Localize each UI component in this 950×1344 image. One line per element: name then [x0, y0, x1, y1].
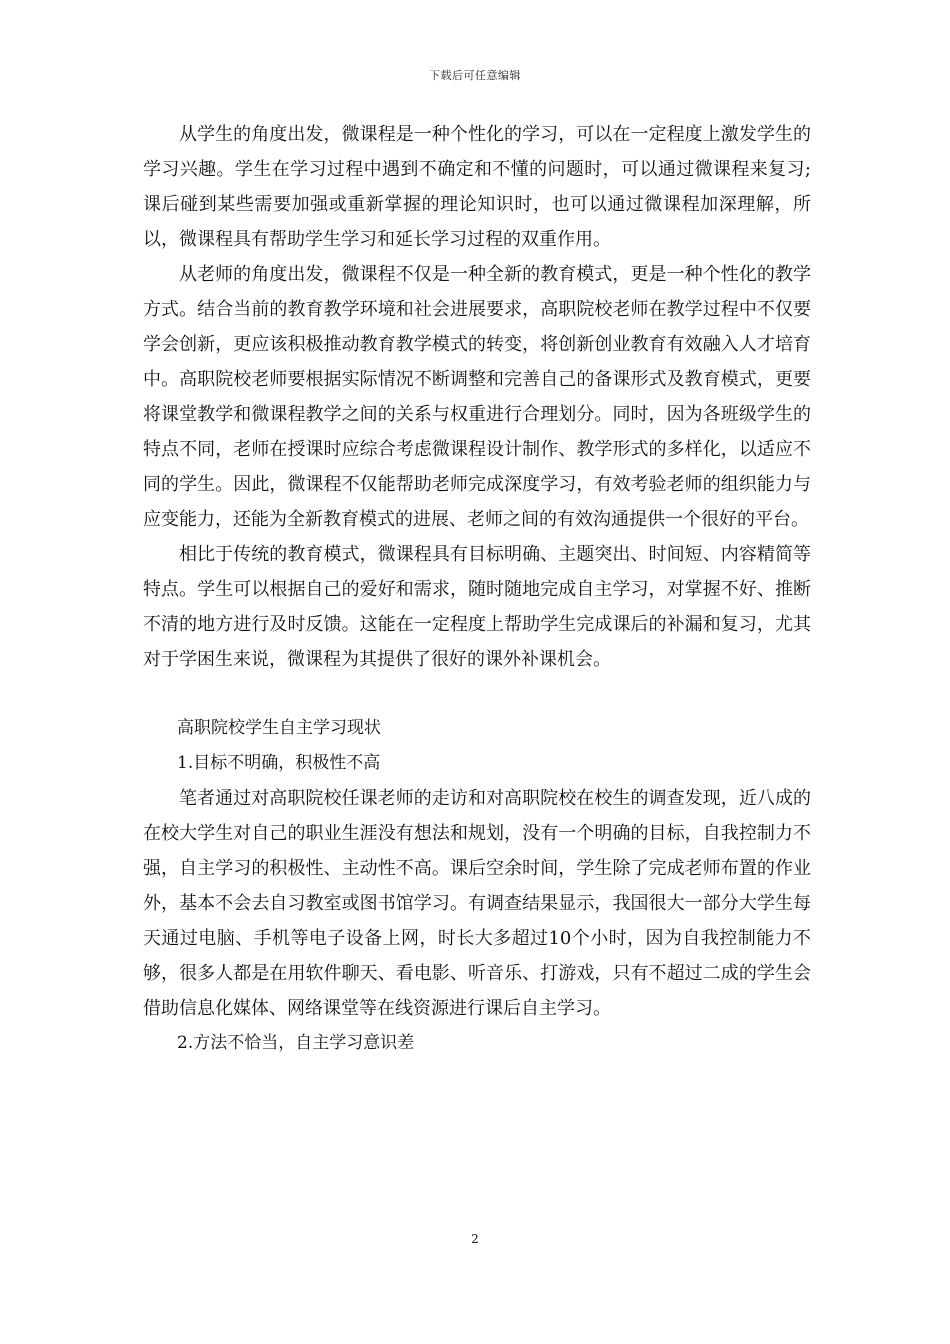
document-body — [143, 117, 811, 1061]
section-gap — [143, 677, 811, 711]
page-header: 下载后可任意编辑 — [429, 69, 521, 82]
section-title: 高职院校学生自主学习现状 — [177, 718, 381, 738]
paragraph-student-perspective: 从学生的角度出发，微课程是一种个性化的学习，可以在一定程度上激发学生的学习兴趣。学生在学习过程中遇到不确定和不懂的问题时，可以通过微课程来复习;课后碰到某些需要加强或重新掌握的理论知识时，也可以通过微课程加深理解，所以，微课程具有帮助学生学习和延长学习过程的双重作用。 — [143, 124, 811, 250]
paragraph-teacher-perspective: 从老师的角度出发，微课程不仅是一种全新的教育模式，更是一种个性化的教学方式。结合当前的教育教学环境和社会进展要求，高职院校老师在教学过程中不仅要学会创新，更应该积极推动教育教学模式的转变，将创新创业教育有效融入人才培育中。高职院校老师要根据实际情况不断调整和完善自己的备课形式及教育模式，更要将课堂教学和微课程教学之间的关系与权重进行合理划分。同时，因为各班级学生的特点不同，老师在授课时应综合考虑微课程设计制作、教学形式的多样化，以适应不同的学生。因此，微课程不仅能帮助老师完成深度学习，有效考验老师的组织能力与应变能力，还能为全新教育模式的进展、老师之间的有效沟通提供一个很好的平台。 — [143, 264, 811, 530]
page-number: 2 — [471, 1232, 479, 1246]
paragraph-survey-findings: 笔者通过对高职院校任课老师的走访和对高职院校在校生的调查发现，近八成的在校大学生对自己的职业生涯没有想法和规划，没有一个明确的目标，自我控制力不强，自主学习的积极性、主动性不高。课后空余时间，学生除了完成老师布置的作业外，基本不会去自习教室或图书馆学习。有调查结果显示，我国很大一部分大学生每天通过电脑、手机等电子设备上网，时长大多超过10个小时，因为自我控制能力不够，很多人都是在用软件聊天、看电影、听音乐、打游戏，只有不超过二成的学生会借助信息化媒体、网络课堂等在线资源进行课后自主学习。 — [143, 788, 811, 1019]
subsection-title-1: 1.目标不明确，积极性不高 — [177, 753, 381, 773]
paragraph-comparison: 相比于传统的教育模式，微课程具有目标明确、主题突出、时间短、内容精简等特点。学生可以根据自己的爱好和需求，随时随地完成自主学习，对掌握不好、推断不清的地方进行及时反馈。这能在一定程度上帮助学生完成课后的补漏和复习，尤其对于学困生来说，微课程为其提供了很好的课外补课机会。 — [143, 544, 811, 670]
subsection-title-2: 2.方法不恰当，自主学习意识差 — [177, 1033, 415, 1053]
